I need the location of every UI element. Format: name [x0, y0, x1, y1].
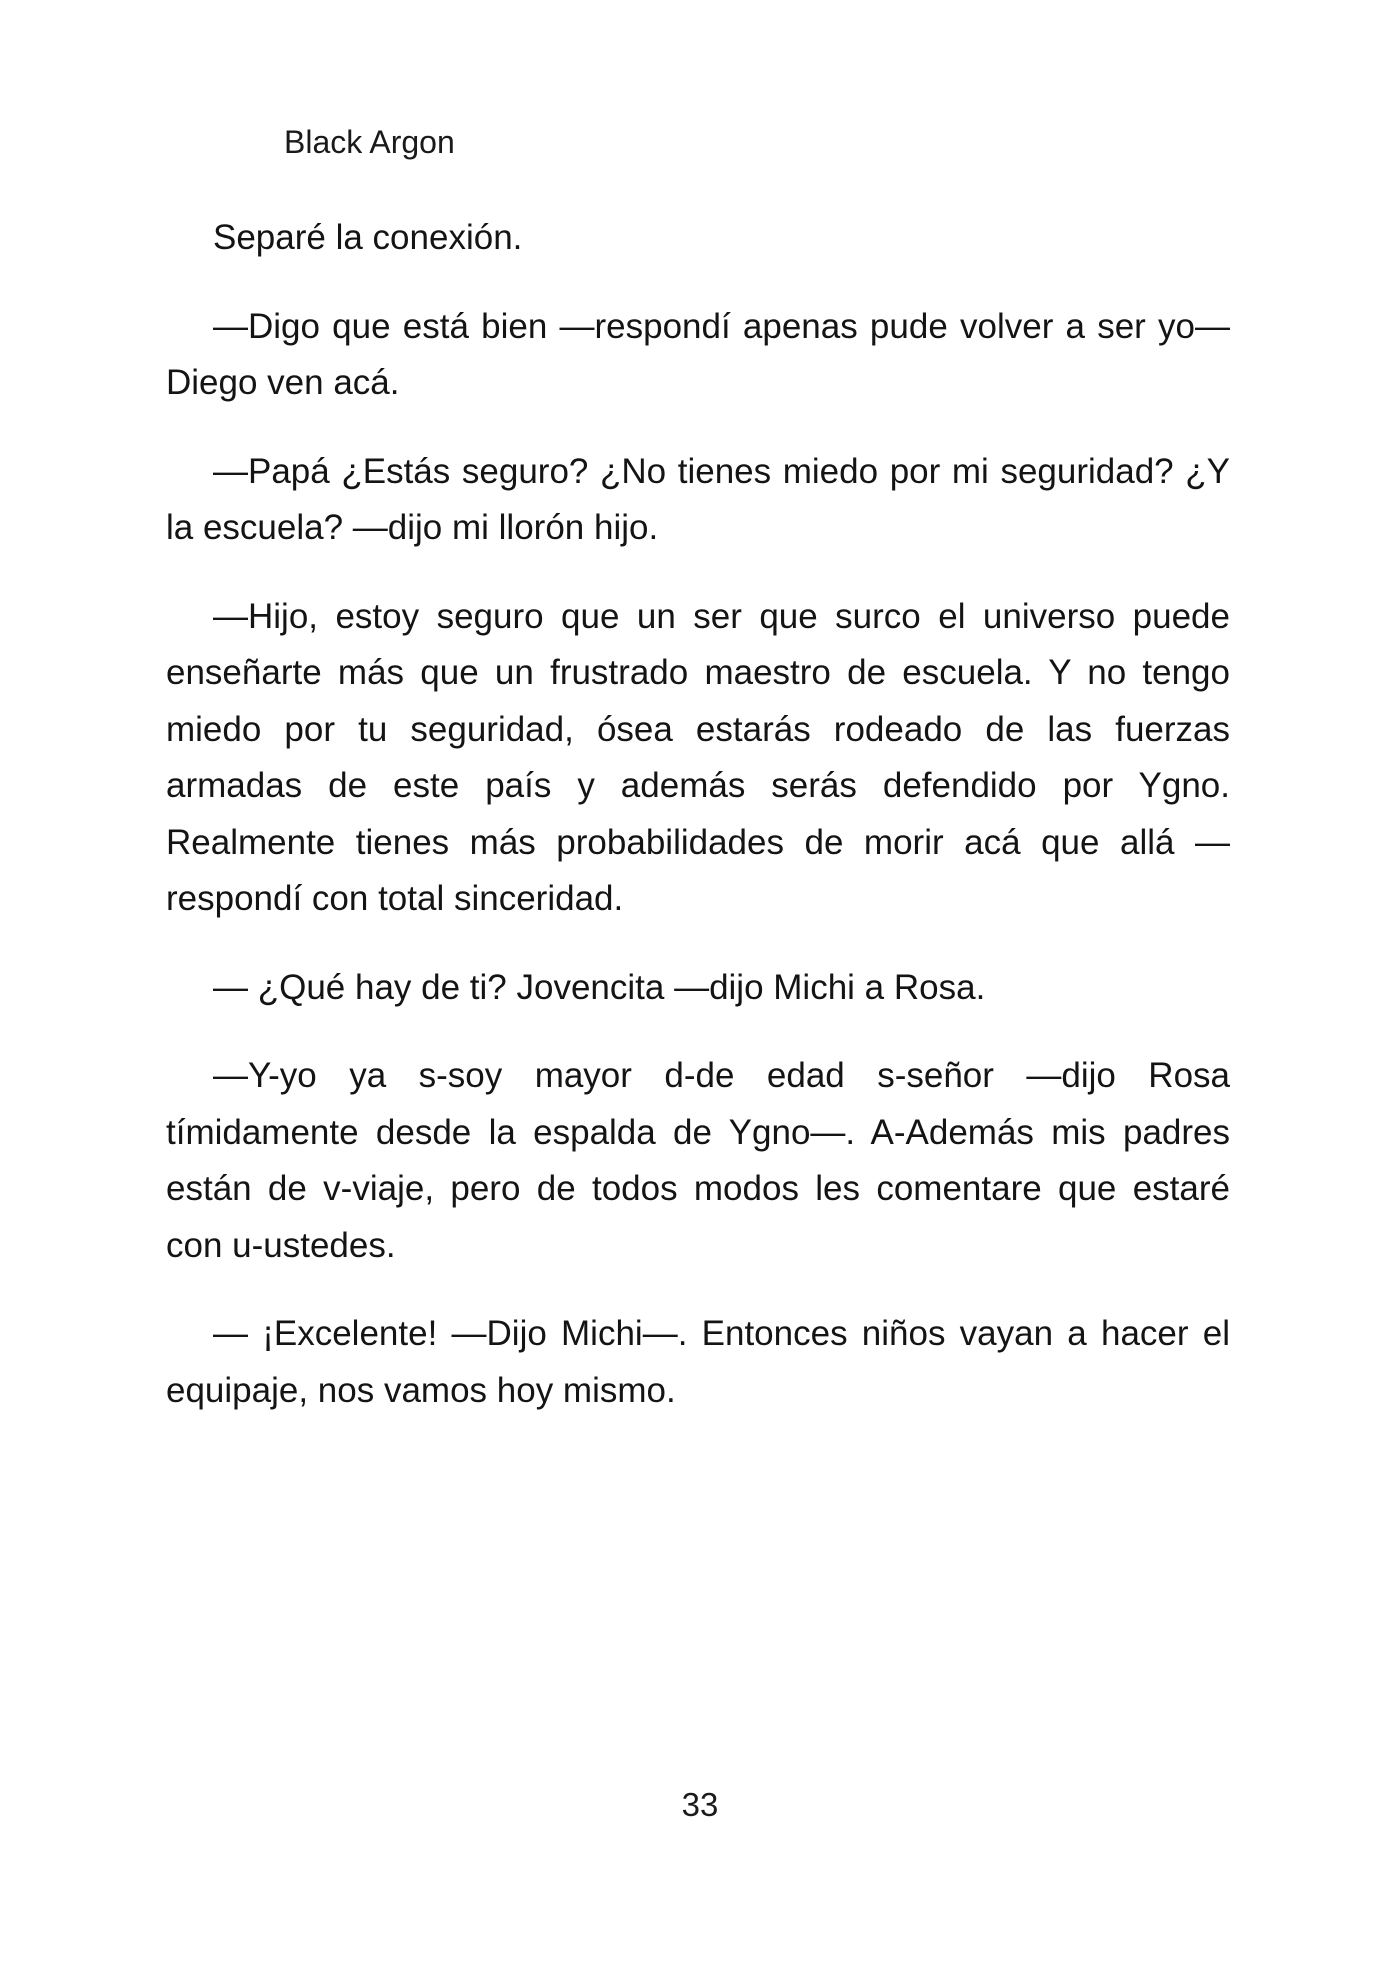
- page-number: 33: [681, 1786, 719, 1823]
- paragraph: —Digo que está bien —respondí apenas pude volver a ser yo—Diego ven acá.: [166, 306, 1230, 402]
- paragraph: —Papá ¿Estás seguro? ¿No tienes miedo por mi seguridad? ¿Y la escuela? —dijo mi llorón hijo.: [166, 451, 1230, 547]
- paragraph: —Y-yo ya s-soy mayor d-de edad s-señor —dijo Rosa tímidamente desde la espalda de Ygno—. A-Además mis padres están de v-viaje, pero de todos modos les comentare que estaré con u-ustedes.: [166, 1056, 1230, 1265]
- paragraph: — ¡Excelente! —Dijo Michi—. Entonces niños vayan a hacer el equipaje, nos vamos hoy mismo.: [166, 1314, 1230, 1410]
- paragraph: —Hijo, estoy seguro que un ser que surco el universo puede enseñarte más que un frustrado maestro de escuela. Y no tengo miedo por tu seguridad, ósea estarás rodeado de las fuerzas armadas de este país y además serás defendido por Ygno. Realmente tienes más probabilidades de morir acá que allá —respondí con total sinceridad.: [166, 596, 1230, 918]
- running-header-title: Black Argon: [284, 124, 455, 160]
- paragraph: — ¿Qué hay de ti? Jovencita —dijo Michi a Rosa.: [213, 967, 986, 1007]
- paragraph: Separé la conexión.: [213, 218, 523, 257]
- body-text: [166, 210, 1230, 1451]
